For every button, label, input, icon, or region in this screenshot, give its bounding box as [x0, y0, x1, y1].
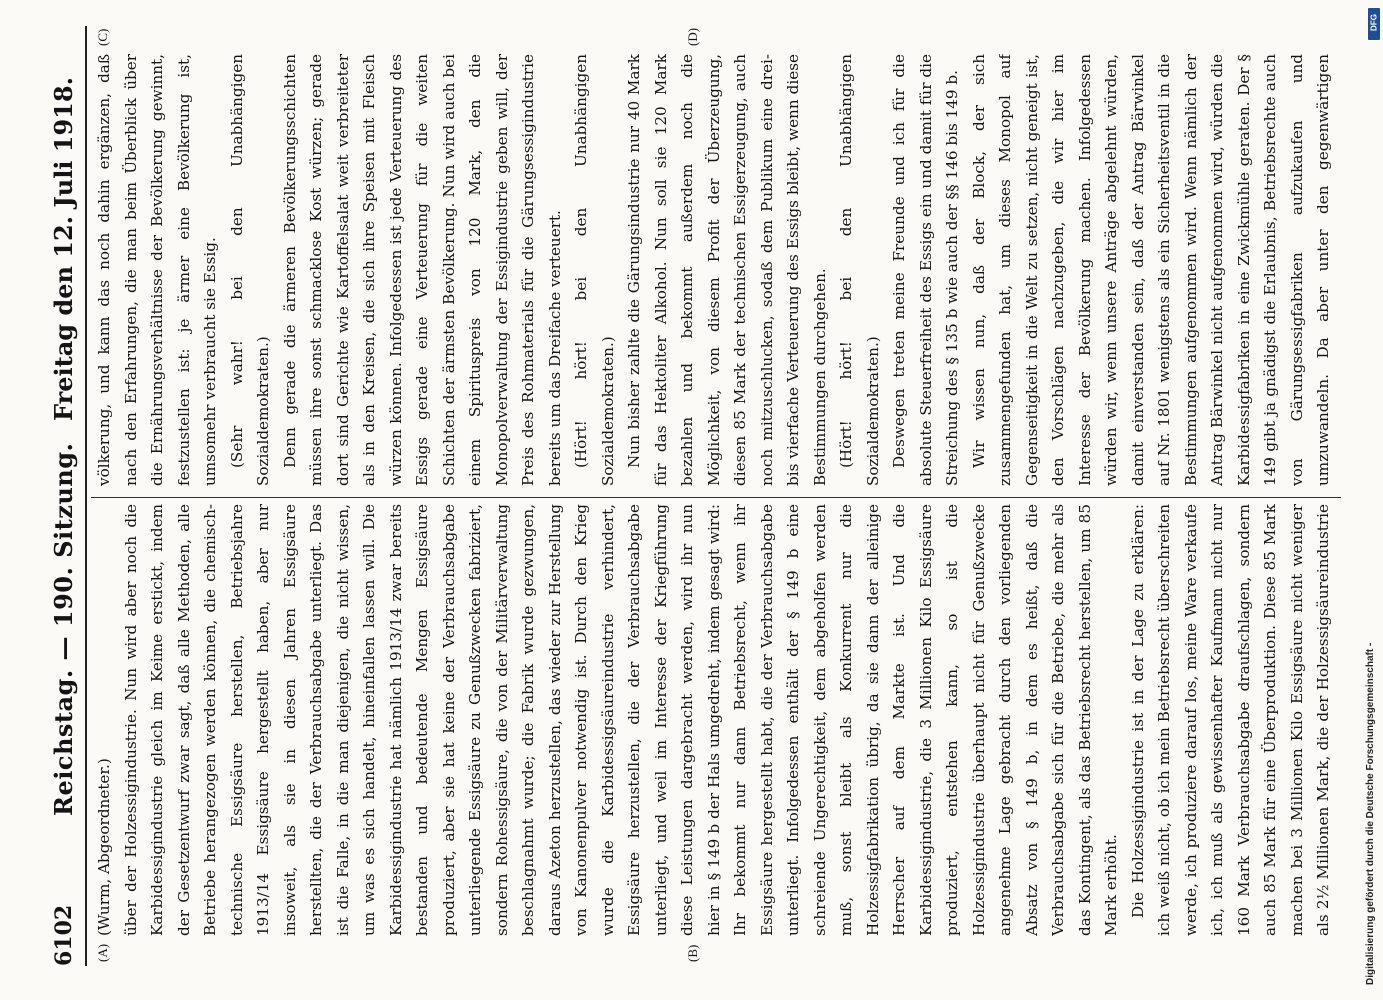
- dfg-logo-text: DFG: [1369, 14, 1379, 31]
- paragraph: Wir wissen nun, daß der Block, der sich zusammengefunden hat, um dieses Monopol auf Gegenseitigkeit in die Welt zu setzen, nicht geneigt ist, den Vorschlägen nachzugeben, die wir hier im Interesse der Bevölkerung machen. Infolgedessen würden wir, wenn unsere Anträge abgelehnt würden, damit einverstanden sein, daß der Antrag Bärwinkel auf Nr. 1801 wenigstens als ein Sicherheitsventil in die Bestimmungen aufgenommen wird. Wenn nämlich der Antrag Bärwinkel nicht aufgenommen wird, würden die Karbidessigfabriken in eine Zwickmühle geraten. Der § 149 gibt ja gnädigst die Erlaubnis, Betriebsrechte auch von Gärungsessigfabriken aufzukaufen und umzuwandeln. Da aber unter den gegenwärtigen: [969, 54, 1332, 486]
- paragraph: (Hört! hört! bei den Unabhängigen Sozialdemokraten.): [572, 54, 617, 486]
- page-number: 6102: [51, 904, 77, 966]
- page-header: [45, 26, 87, 966]
- digitization-credit: Digitalisierung gefördert durch die Deutsche Forschungsgemeinschaft -: [1365, 642, 1376, 985]
- page-title: Reichstag. — 190. Sitzung.: [49, 442, 78, 816]
- paragraph: (Hört! hört! bei den Unabhängigen Sozialdemokraten.): [837, 54, 882, 486]
- right-column: [91, 54, 1341, 486]
- margin-mark-a: (A): [95, 943, 110, 962]
- margin-mark-b: (B): [685, 944, 700, 962]
- paragraph: Die Holzessigindustrie ist in der Lage zu erklären: ich weiß nicht, ob ich mein Betriebsrecht überschreiten werde, ich produziere darauf los, meine Ware verkaufe ich, ich muß als gewissenhafter Kaufmann nicht nur 160 Mark Verbrauchsabgabe draufschlagen, sondern auch 85 Mark für eine Überproduktion. Diese 85 Mark machen bei 3 Millionen Kilo Essigsäure nicht weniger als 2½ Millionen Mark, die der Holzessigsäureindustrie: [1128, 504, 1332, 936]
- paragraph: Nun bisher zahlte die Gärungsindustrie nur 40 Mark für das Hektoliter Alkohol. Nun soll sie 120 Mark bezahlen und bekommt außerdem noch die Möglichkeit, von diesem Profit der Überzeugung, diesen 85 Mark der technischen Essigerzeugung, auch noch mitzuschlucken, sodaß dem Publikum eine drei- bis vierfache Verteuerung des Essigs bleibt, wenn diese Bestimmungen durchgehen.: [625, 54, 829, 486]
- paragraph: Denn gerade die ärmeren Bevölkerungsschichten müssen ihre sonst schmacklose Kost würzen; gerade dort sind Gerichte wie Kartoffelsalat weit verbreiteter als in den Kreisen, die sich ihre Speisen mit Fleisch würzen können. Infolgedessen ist jede Verteuerung des Essigs gerade eine Verteuerung für die weiten Schichten der ärmsten Bevölkerung. Nun wird auch bei einem Spirituspreis von 120 Mark, den die Monopolverwaltung der Essigindustrie geben will, der Preis des Rohmaterials für die Gärungsessigindustrie bereits um das Dreifache verteuert.: [280, 54, 564, 486]
- paragraph: völkerung, und kann das noch dahin ergänzen, daß nach den Erfahrungen, die man beim Überblick über die Ernährungsverhältnisse der Bevölkerung gewinnt, festzustellen ist: je ärmer eine Bevölkerung ist, umsomehr verbraucht sie Essig.: [95, 54, 219, 486]
- speaker-line: (Wurm, Abgeordneter.): [95, 758, 113, 936]
- paragraph: Deswegen treten meine Freunde und ich für die absolute Steuerfreiheit des Essigs ein und damit für die Streichung des § 135 b wie auch der §§ 146 bis 149 b.: [890, 54, 961, 486]
- column-divider: [91, 497, 1341, 498]
- dfg-logo: [1368, 8, 1380, 40]
- rotated-page: [45, 26, 1345, 966]
- paragraph: (Sehr wahr! bei den Unabhängigen Sozialdemokraten.): [227, 54, 272, 486]
- margin-mark-d: (D): [685, 27, 700, 46]
- paragraph: über der Holzessigindustrie. Nun wird aber noch die Karbidessigindustrie gleich im Keime erstickt, indem der Gesetzentwurf zwar sagt, daß alle Methoden, alle Betriebe herangezogen werden können, die chemisch-technische Essigsäure herstellen, Betriebsjahre 1913/14 Essigsäure hergestellt haben, aber nur insoweit, als sie in diesen Jahren Essigsäure herstellten, die der Verbrauchsabgabe unterliegt. Das ist die Falle, in die man diejenigen, die nicht wissen, um was es sich handelt, hineinfallen lassen will. Die Karbidessigindustrie hat nämlich 1913/14 zwar bereits bestanden und bedeutende Mengen Essigsäure produziert, aber sie hat keine der Verbrauchsabgabe unterliegende Essigsäure zu Genußzwecken fabriziert, sondern Rohessigsäure, die von der Militärverwaltung beschlagnahmt wurde; die Fabrik wurde gezwungen, daraus Azeton herzustellen, das wieder zur Herstellung von Kanonenpulver notwendig ist. Durch den Krieg wurde die Karbidessigsäureindustrie verhindert, Essigsäure herzustellen, die der Verbrauchsabgabe unterliegt, und weil im Interesse der Kriegführung diese Leistungen dargebracht werden, wird ihr nun hier in § 149 b der Hals umgedreht, indem gesagt wird: Ihr bekommt nur dann Betriebsrecht, wenn ihr Essigsäure hergestellt habt, die der Verbrauchsabgabe unterliegt. Infolgedessen enthält der § 149 b eine schreiende Ungerechtigkeit, dem abgeholfen werden muß, sonst bleibt als Konkurrent nur die Holzessigfabrikation übrig, da sie dann der alleinige Herrscher auf dem Markte ist. Und die Karbidessigindustrie, die 3 Millionen Kilo Essigsäure produziert, entstehen kann, so ist die Holzessigindustrie überhaupt nicht für Genußzwecke angenehme Lage gebracht durch den vorliegenden Absatz von § 149 b, in dem es heißt, daß die Verbrauchsabgabe sich für die Betriebe, die mehr als das Kontingent, als das Betriebsrecht herstellen, um 85 Mark erhöht.: [121, 504, 1120, 936]
- page-date: Freitag den 12. Juli 1918.: [49, 77, 78, 421]
- margin-mark-c: (C): [95, 28, 110, 46]
- left-column: [91, 504, 1341, 936]
